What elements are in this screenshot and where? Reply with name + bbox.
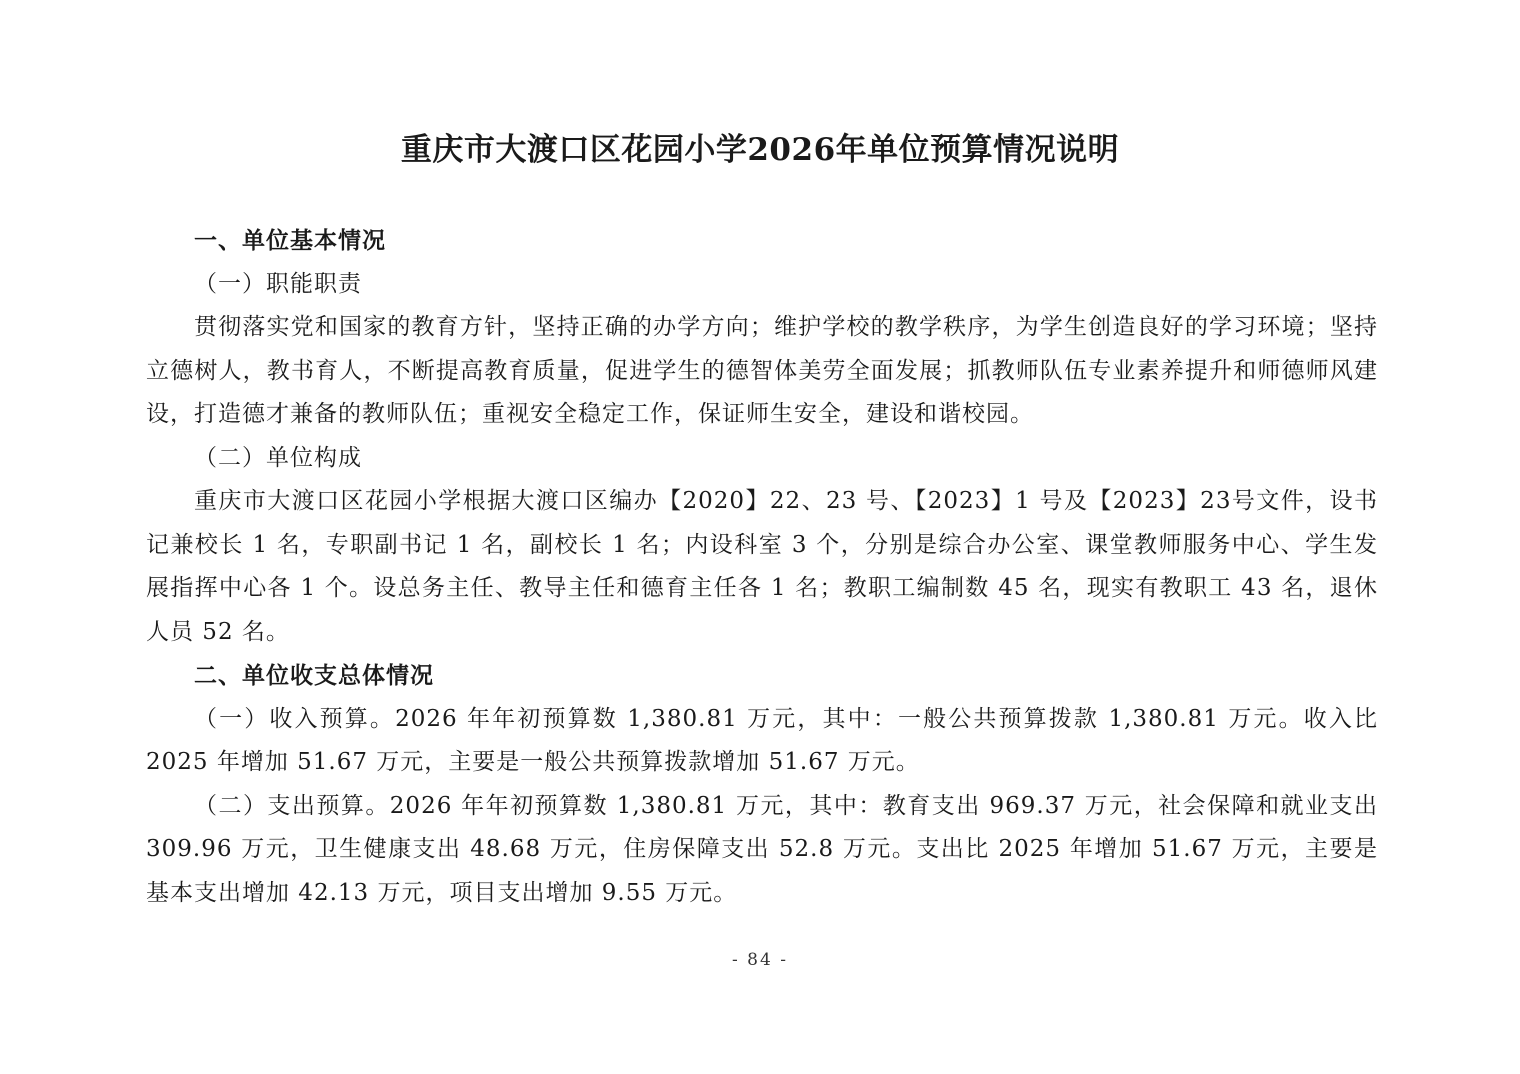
paragraph-functions: 贯彻落实党和国家的教育方针，坚持正确的办学方向；维护学校的教学秩序，为学生创造良好的学习环境；坚持立德树人，教书育人，不断提高教育质量，促进学生的德智体美劳全面发展；抓教师队伍专业素养提升和师德师风建设，打造德才兼备的教师队伍；重视安全稳定工作，保证师生安全，建设和谐校园。	[146, 314, 1378, 427]
paragraph-composition: 重庆市大渡口区花园小学根据大渡口区编办【2020】22、23 号、【2023】1 号及【2023】23号文件，设书记兼校长 1 名，专职副书记 1 名，副校长 1 名；内设科室 3 个，分别是综合办公室、课堂教师服务中心、学生发展指挥中心各 1 个。设总务主任、教导主任和德育主任各 1 名；教职工编制数 45 名，现实有教职工 43 名，退休人员 52 名。	[146, 488, 1378, 645]
section-heading-basic-info: 一、单位基本情况	[194, 227, 386, 254]
document-title: 重庆市大渡口区花园小学2026年单位预算情况说明	[400, 132, 1120, 168]
document-body	[146, 219, 1378, 915]
subheading-functions: （一）职能职责	[194, 270, 362, 297]
subheading-composition: （二）单位构成	[194, 444, 362, 471]
page-number: - 84 -	[732, 950, 788, 970]
paragraph-expenditure-budget: （二）支出预算。2026 年年初预算数 1,380.81 万元，其中：教育支出 969.37 万元，社会保障和就业支出 309.96 万元，卫生健康支出 48.68 万元，住房保障支出 52.8 万元。支出比 2025 年增加 51.67 万元，主要是基本支出增加 42.13 万元，项目支出增加 9.55 万元。	[146, 792, 1378, 906]
section-heading-overall: 二、单位收支总体情况	[194, 662, 434, 689]
paragraph-income-budget: （一）收入预算。2026 年年初预算数 1,380.81 万元，其中：一般公共预算拨款 1,380.81 万元。收入比 2025 年增加 51.67 万元，主要是一般公共预算拨款增加 51.67 万元。	[146, 705, 1378, 775]
